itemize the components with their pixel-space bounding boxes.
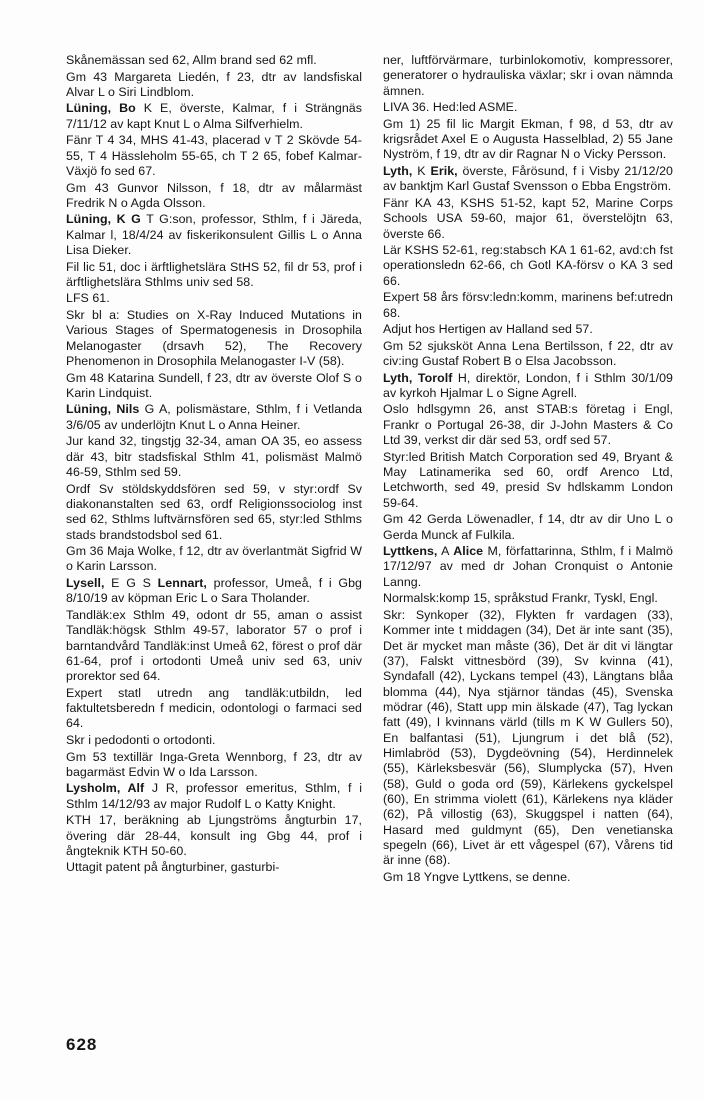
biography-paragraph — [66, 181, 362, 212]
biography-paragraph — [66, 133, 362, 179]
biography-heading-entry — [383, 544, 673, 590]
biography-paragraph — [383, 196, 673, 242]
biography-paragraph — [66, 70, 362, 101]
person-name: Lüning, Bo — [66, 101, 136, 116]
entry-text: Gm 36 Maja Wolke, f 12, dtr av överlantmät Sigfrid W o Karin Larsson. — [66, 544, 362, 574]
entry-text: Expert 58 års försv:ledn:komm, marinens bef:utredn 68. — [383, 290, 673, 320]
entry-text: A — [437, 544, 454, 559]
entry-text: Jur kand 32, tingstjg 32-34, aman OA 35, eo assess där 43, bitr stadsfiskal Sthlm 41, polismäst Malmö 46-59, Sthlm sed 59. — [66, 434, 362, 479]
biography-paragraph — [383, 100, 673, 115]
person-name: Lyth, — [383, 163, 413, 178]
page-number: 628 — [66, 1035, 98, 1054]
biography-paragraph — [66, 813, 362, 859]
biography-paragraph — [383, 322, 673, 337]
entry-text: K — [412, 163, 431, 178]
biography-paragraph — [383, 117, 673, 163]
left-column — [66, 53, 362, 877]
biography-paragraph — [383, 290, 673, 321]
entry-text: H, direktör, London, f i Sthlm 30/1/09 av kyrkoh Hjalmar L o Signe Agrell. — [383, 370, 673, 400]
biography-paragraph — [383, 870, 673, 885]
person-name: Lyttkens, — [383, 544, 438, 559]
biography-paragraph — [66, 260, 362, 291]
entry-text: Expert statl utredn ang tandläk:utbildn, led faktultetsberedn f medicin, odontologi o farmaci sed 64. — [66, 685, 362, 731]
entry-text: M, författarinna, Sthlm, f i Malmö 17/12/97 av med dr Johan Cronquist o Antonie Lanng. — [383, 544, 673, 589]
entry-text: Lär KSHS 52-61, reg:stabsch KA 1 61-62, avd:ch fst operationsledn 62-66, ch Gotl KA-försv o KA 3 sed 66. — [383, 243, 673, 288]
biography-heading-entry — [66, 781, 362, 812]
entry-text: Tandläk:ex Sthlm 49, odont dr 55, aman o assist Tandläk:högsk Sthlm 49-57, laborator 57 o prof i barntandvård Tandläk:inst Umeå 62, förest o prof där 61-64, prof i ortodonti Umeå univ sed 63, univ prorektor sed 64. — [66, 607, 362, 684]
biography-paragraph — [383, 243, 673, 289]
biography-heading-entry — [383, 164, 673, 195]
biography-paragraph — [66, 750, 362, 781]
biography-paragraph — [66, 371, 362, 402]
person-name: Erik, — [430, 163, 458, 178]
entry-text: Gm 52 sjuksköt Anna Lena Bertilsson, f 22, dtr av civ:ing Gustaf Robert B o Elsa Jacobsson. — [383, 338, 673, 369]
entry-text: Gm 42 Gerda Löwenadler, f 14, dtr av dir Uno L o Gerda Munck af Fulkila. — [383, 512, 673, 542]
entry-text: Adjut hos Hertigen av Halland sed 57. — [383, 322, 593, 337]
entry-text: LIVA 36. Hed:led ASME. — [383, 100, 518, 115]
biography-paragraph — [66, 860, 362, 875]
biography-heading-entry — [66, 402, 362, 433]
entry-text: Gm 43 Margareta Liedén, f 23, dtr av landsfiskal Alvar L o Siri Lindblom. — [66, 69, 362, 99]
biography-heading-entry — [66, 576, 362, 607]
entry-text: Gm 1) 25 fil lic Margit Ekman, f 98, d 53, dtr av krigsrådet Axel E o Augusta Hasselblad, 2) 55 Jane Nyström, f 19, dtr av dir Ragnar N o Vicky Persson. — [383, 116, 673, 162]
entry-text: K E, överste, Kalmar, f i Strängnäs 7/11/12 av kapt Knut L o Alma Silfverhielm. — [66, 101, 362, 131]
entry-text: professor, Umeå, f i Gbg 8/10/19 av köpman Eric L o Sara Tholander. — [66, 575, 362, 606]
biography-paragraph — [383, 608, 673, 869]
biography-paragraph — [66, 608, 362, 685]
biography-paragraph — [66, 482, 362, 543]
entry-text: T G:son, professor, Sthlm, f i Järeda, Kalmar l, 18/4/24 av fiskerikonsulent Gillis L o Anna Lisa Dieker. — [66, 212, 363, 258]
person-name: Lennart, — [157, 575, 207, 590]
person-name: Lyth, Torolf — [383, 370, 453, 385]
entry-text: E G S — [104, 575, 158, 590]
biography-paragraph — [383, 450, 673, 511]
entry-text: Fil lic 51, doc i ärftlighetslära StHS 52, fil dr 53, prof i ärftlighetslära Sthlms univ sed 58. — [66, 259, 362, 289]
entry-text: Gm 43 Gunvor Nilsson, f 18, dtr av målarmäst Fredrik N o Agda Olsson. — [66, 180, 362, 210]
entry-text: Skr: Synkoper (32), Flykten fr vardagen (33), Kommer inte t middagen (34), Det är inte sant (35), Det är mycket man måste (36), Det är dit vi längtar (37), Falskt vittnesbörd (39), Sv kvinna (41), Syndafall (42), Lyckans tempel (43), Längtans blåa blomma (44), Nya stjärnor tändas (45), Svenska mödrar (46), Statt upp min älskade (47), Tag lyckan fatt (49), I kvinnans värld (tills m K W Gullers 50), En balfantasi (51), Ljungrum i det blå (52), Himlabröd (53), Dygdeövning (54), Herdinnelek (55), Kärleksbesvär (56), Slumplycka (57), Hven (58), Guld o goda ord (59), Kärlekens gyckelspel (60), En strimma violett (61), Kärlekens nya kläder (62), På villostig (63), Skuggspel i natten (64), Hasard med guldmynt (65), Den venetianska spegeln (66), Livet är ett vågespel (67), Vårens tid är inne (68). — [383, 607, 673, 868]
biography-paragraph — [383, 402, 673, 448]
person-name: Lysholm, Alf — [66, 781, 145, 796]
entry-text: Skånemässan sed 62, Allm brand sed 62 mfl. — [66, 53, 317, 67]
biography-heading-entry — [383, 371, 673, 402]
biography-paragraph — [66, 544, 362, 575]
biography-paragraph — [383, 512, 673, 543]
entry-text: J R, professor emeritus, Sthlm, f i Sthlm 14/12/93 av major Rudolf L o Katty Knight. — [66, 781, 362, 811]
biography-paragraph — [383, 53, 673, 99]
entry-text: Gm 18 Yngve Lyttkens, se denne. — [383, 869, 571, 884]
biography-paragraph — [383, 339, 673, 370]
entry-text: ner, luftförvärmare, turbinlokomotiv, kompressorer, generatorer o hydrauliska växlar; skr i ovan nämnda ämnen. — [383, 53, 673, 98]
person-name: Alice — [453, 544, 484, 559]
biography-paragraph — [66, 686, 362, 732]
entry-text: G A, polismästare, Sthlm, f i Vetlanda 3/6/05 av underlöjtn Knut L o Anna Heiner. — [66, 402, 363, 432]
biography-heading-entry — [66, 212, 362, 258]
entry-text: Skr i pedodonti o ortodonti. — [66, 732, 216, 747]
person-name: Lüning, K G — [66, 212, 141, 227]
biography-paragraph — [383, 591, 673, 606]
person-name: Lüning, Nils — [66, 402, 140, 417]
biography-heading-entry — [66, 101, 362, 132]
entry-text: Styr:led British Match Corporation sed 49, Bryant & May Latinamerika sed 60, ordf Arenco Ltd, Letchworth, sed 49, presid Sv hdlskamm London 59-64. — [383, 449, 673, 510]
entry-text: Uttagit patent på ångturbiner, gasturbi- — [66, 860, 280, 875]
biography-paragraph — [66, 434, 362, 480]
person-name: Lysell, — [66, 575, 105, 590]
entry-text: Normalsk:komp 15, språkstud Frankr, Tyskl, Engl. — [383, 591, 658, 606]
entry-text: Fänr KA 43, KSHS 51-52, kapt 52, Marine Corps Schools USA 59-60, major 61, överstelöjtn 63, överste 66. — [383, 195, 673, 241]
right-column — [383, 53, 673, 886]
entry-text: överste, Fårösund, f i Visby 21/12/20 av banktjm Karl Gustaf Svensson o Ebba Engström. — [383, 163, 673, 194]
entry-text: Ordf Sv stöldskyddsfören sed 59, v styr:ordf Sv diakonanstalten sed 63, ordf Religionssociolog inst sed 62, Sthlms luftvärnsfören sed 65, styr:led Sthlms stads brandstodsbol sed 61. — [66, 481, 362, 542]
entry-text: LFS 61. — [66, 291, 110, 306]
biography-paragraph — [66, 733, 362, 748]
entry-text: Oslo hdlsgymn 26, anst STAB:s företag i Engl, Frankr o Portugal 26-38, dir J-John Masters & Co Ltd 39, verkst dir där sed 53, ordf sed 57. — [383, 402, 673, 448]
biography-paragraph — [66, 291, 362, 306]
biography-paragraph — [66, 308, 362, 369]
biography-paragraph — [66, 53, 362, 68]
entry-text: KTH 17, beräkning ab Ljungströms ångturbin 17, övering där 28-44, konsult ing Gbg 44, prof i ångteknik KTH 50-60. — [66, 813, 362, 858]
entry-text: Skr bl a: Studies on X-Ray Induced Mutations in Various Stages of Spermatogenesis in Drosophila Melanogaster (drsavh 52), The Recovery Phenomenon in Drosophila Melanogaster I-V (58). — [66, 308, 362, 369]
entry-text: Gm 48 Katarina Sundell, f 23, dtr av överste Olof S o Karin Lindquist. — [66, 370, 362, 400]
entry-text: Fänr T 4 34, MHS 41-43, placerad v T 2 Skövde 54-55, T 4 Hässleholm 55-65, ch T 2 65, fobef Kalmar-Växjö fo sed 67. — [66, 133, 362, 178]
entry-text: Gm 53 textillär Inga-Greta Wennborg, f 23, dtr av bagarmäst Edvin W o Ida Larsson. — [66, 749, 362, 779]
